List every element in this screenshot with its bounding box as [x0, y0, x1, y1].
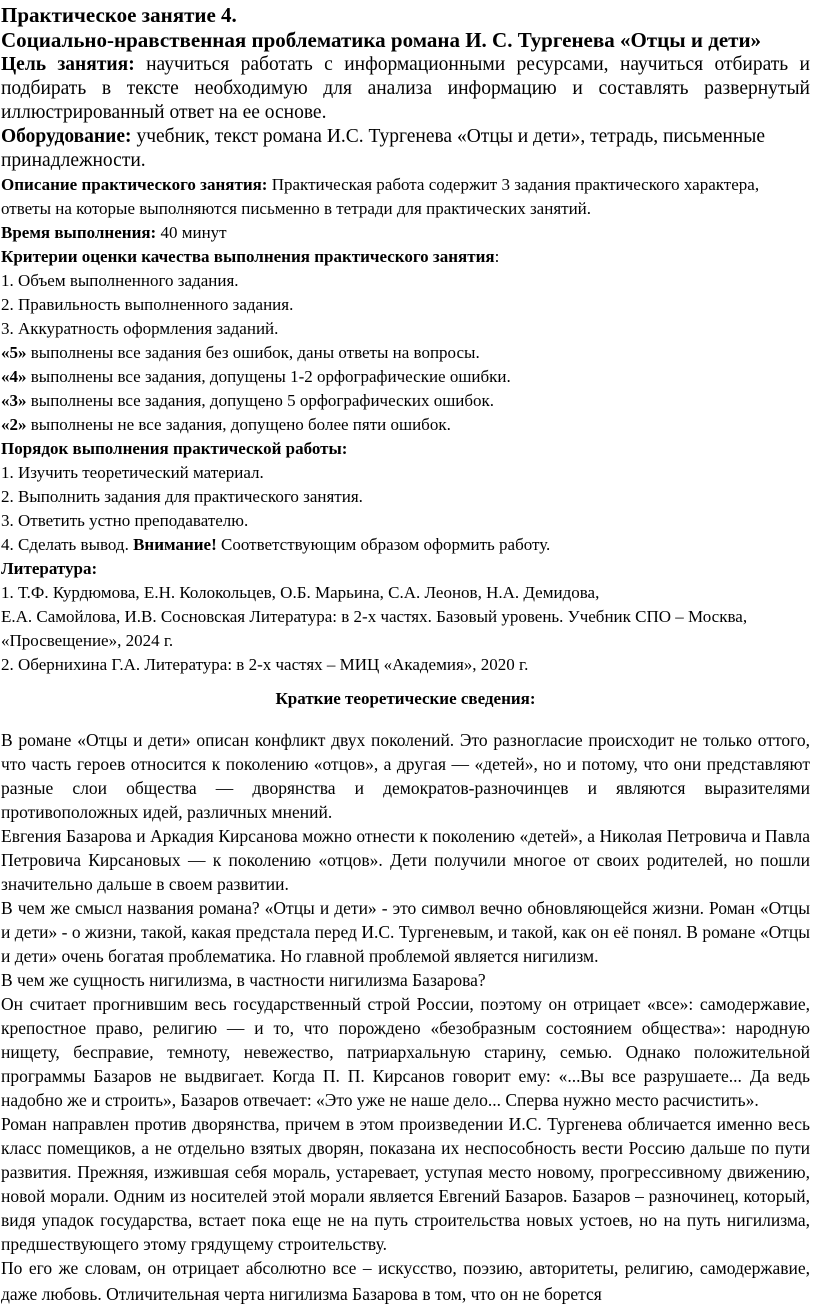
literature-item-continued: Е.А. Самойлова, И.В. Сосновская Литература: в 2-х частях. Базовый уровень. Учебник СПО – Москва, «Просвещение», 2024 г. [1, 607, 748, 650]
procedure-last-suffix: Соответствующим образом оформить работу. [216, 535, 551, 554]
theory-paragraph: В чем же сущность нигилизма, в частности нигилизма Базарова? [1, 970, 486, 990]
procedure-item: 1. Изучить теоретический материал. [1, 463, 264, 482]
grade-text: выполнены не все задания, допущено более пяти ошибок. [26, 415, 451, 434]
description-text: Практическая работа содержит 3 задания практического характера, ответы на которые выполняются письменно в тетради для практических занятий. [1, 175, 760, 218]
procedure-last-prefix: 4. Сделать вывод. [1, 535, 134, 554]
literature-heading: Литература: [1, 559, 98, 578]
grade-row [1, 389, 810, 413]
criteria-item: 3. Аккуратность оформления заданий. [1, 319, 279, 338]
grade-mark: «5» [1, 343, 27, 362]
theory-paragraph: По его же словам, он отрицает абсолютно все – искусство, поэзию, авторитеты, религию, самодержавие, даже любовь. Отличительная черта нигилизма Базарова в том, что он не борется [1, 1258, 810, 1304]
duration-label: Время выполнения: [1, 223, 157, 242]
theory-heading: Краткие теоретические сведения: [275, 689, 536, 708]
grade-row [1, 341, 810, 365]
theory-paragraph: Роман направлен против дворянства, причем в этом произведении И.С. Тургенева обличается именно весь класс помещиков, а не отдельно взятых дворян, показана их неспособность вести Россию дальше по пути развития. Прежняя, изжившая себя мораль, устаревает, уступая место новому, прогрессивному движению, новой морали. Одним из носителей этой морали является Евгений Базаров. Базаров – разночинец, который, видя упадок государства, встает пока еще не на путь строительства новых устоев, но на путь нигилизма, предшествующего этому грядущему строительству. [1, 1114, 810, 1254]
theory-paragraph: Он считает прогнившим весь государственный строй России, поэтому он отрицает «все»: самодержавие, крепостное право, религию — и то, что порождено «безобразным состоянием общества»: народную нищету, бесправие, темноту, невежество, патриархальную старину, семью. Однако положительной программы Базаров не выдвигает. Когда П. П. Кирсанов говорит ему: «...Вы все разрушаете... Да ведь надобно же и строить», Базаров отвечает: «Это уже не наше дело... Сперва нужно место расчистить». [1, 994, 810, 1110]
description-paragraph [1, 173, 810, 221]
lesson-topic-title: Социально-нравственная проблематика романа И. С. Тургенева «Отцы и дети» [1, 28, 762, 52]
equipment-label: Оборудование: [1, 126, 132, 147]
goal-label: Цель занятия: [1, 54, 135, 75]
criteria-suffix: : [494, 247, 500, 266]
grade-row [1, 413, 810, 437]
equipment-text: учебник, текст романа И.С. Тургенева «Отцы и дети», тетрадь, письменные принадлежности. [1, 126, 766, 171]
theory-paragraph: В романе «Отцы и дети» описан конфликт двух поколений. Это разногласие происходит не только оттого, что часть героев относится к поколению «отцов», а другая — «детей», но и потому, что они представляют разные слои общества — дворянства и демократов-разночинцев и являются выразителями противоположных идей, различных мнений. [1, 730, 810, 822]
title-block [1, 0, 810, 53]
goal-paragraph [1, 53, 810, 125]
criteria-item: 2. Правильность выполненного задания. [1, 295, 294, 314]
duration-text: 40 минут [156, 223, 227, 242]
description-label: Описание практического занятия: [1, 175, 268, 194]
criteria-item: 1. Объем выполненного задания. [1, 271, 239, 290]
grade-mark: «3» [1, 391, 27, 410]
duration-paragraph [1, 221, 810, 245]
literature-item: 1. Т.Ф. Курдюмова, Е.Н. Колокольцев, О.Б. Марьина, С.А. Леонов, Н.А. Демидова, [1, 583, 600, 602]
attention-label: Внимание! [133, 535, 217, 554]
grade-mark: «4» [1, 367, 27, 386]
procedure-item [1, 533, 810, 557]
equipment-paragraph [1, 125, 810, 173]
procedure-item: 2. Выполнить задания для практического занятия. [1, 487, 363, 506]
procedure-heading: Порядок выполнения практической работы: [1, 439, 348, 458]
grade-row [1, 365, 810, 389]
grade-mark: «2» [1, 415, 27, 434]
criteria-label: Критерии оценки качества выполнения практического занятия [1, 247, 495, 266]
procedure-item: 3. Ответить устно преподавателю. [1, 511, 249, 530]
criteria-heading [1, 245, 810, 269]
theory-paragraph: В чем же смысл названия романа? «Отцы и дети» - это символ вечно обновляющейся жизни. Роман «Отцы и дети» - о жизни, такой, какая предстала перед И.С. Тургеневым, и такой, как он её понял. В романе «Отцы и дети» очень богатая проблематика. Но главной проблемой является нигилизм. [1, 898, 810, 966]
lesson-number-title: Практическое занятие 4. [1, 3, 237, 27]
goal-text: научиться работать с информационными ресурсами, научиться отбирать и подбирать в тексте необходимую для анализа информацию и составлять развернутый иллюстрированный ответ на ее основе. [1, 54, 810, 123]
grade-text: выполнены все задания, допущено 5 орфографических ошибок. [26, 391, 495, 410]
grade-text: выполнены все задания без ошибок, даны ответы на вопросы. [26, 343, 480, 362]
grade-text: выполнены все задания, допущены 1-2 орфографические ошибки. [26, 367, 511, 386]
literature-item: 2. Обернихина Г.А. Литература: в 2-х частях – МИЦ «Академия», 2020 г. [1, 655, 529, 674]
theory-paragraph: Евгения Базарова и Аркадия Кирсанова можно отнести к поколению «детей», а Николая Петровича и Павла Петровича Кирсановых — к поколению «отцов». Дети получили многое от своих родителей, но пошли значительно дальше в своем развитии. [1, 826, 810, 894]
